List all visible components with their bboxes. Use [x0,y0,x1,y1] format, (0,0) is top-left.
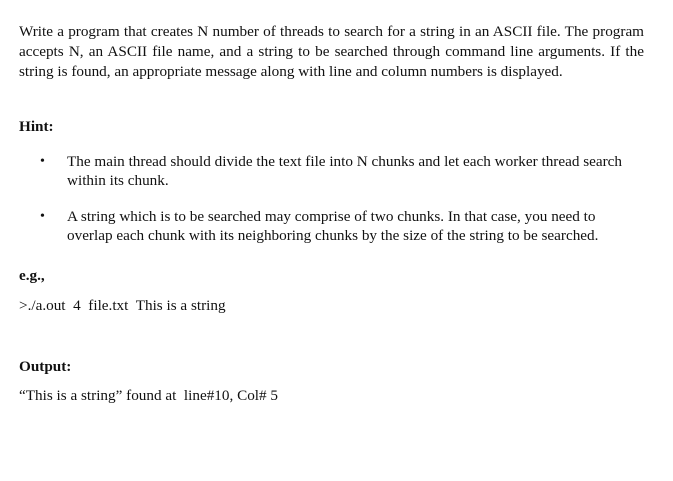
bullet-icon: • [40,209,45,224]
hint-text: A string which is to be searched may comprise of two chunks. In that case, you need to overlap each chunk with its neighboring chunks by the size of the string to be searched. [67,208,599,244]
hint-text: The main thread should divide the text file into N chunks and let each worker thread search within its chunk. [67,153,622,189]
hint-heading: Hint: [19,118,54,135]
output-text: “This is a string” found at line#10, Col# 5 [19,387,278,404]
problem-statement: Write a program that creates N number of threads to search for a string in an ASCII file. The program accepts N, an ASCII file name, and a string to be searched through command line arguments. If the string is found, an appropriate message along with line and column numbers is displayed. [19,23,644,80]
hint-list [0,152,673,262]
bullet-icon: • [40,154,45,169]
hint-item-overlap-chunks [0,207,627,245]
hint-item-divide-chunks [0,152,627,190]
output-heading: Output: [19,358,72,375]
example-command: >./a.out 4 file.txt This is a string [19,297,226,314]
example-heading: e.g., [19,267,45,284]
